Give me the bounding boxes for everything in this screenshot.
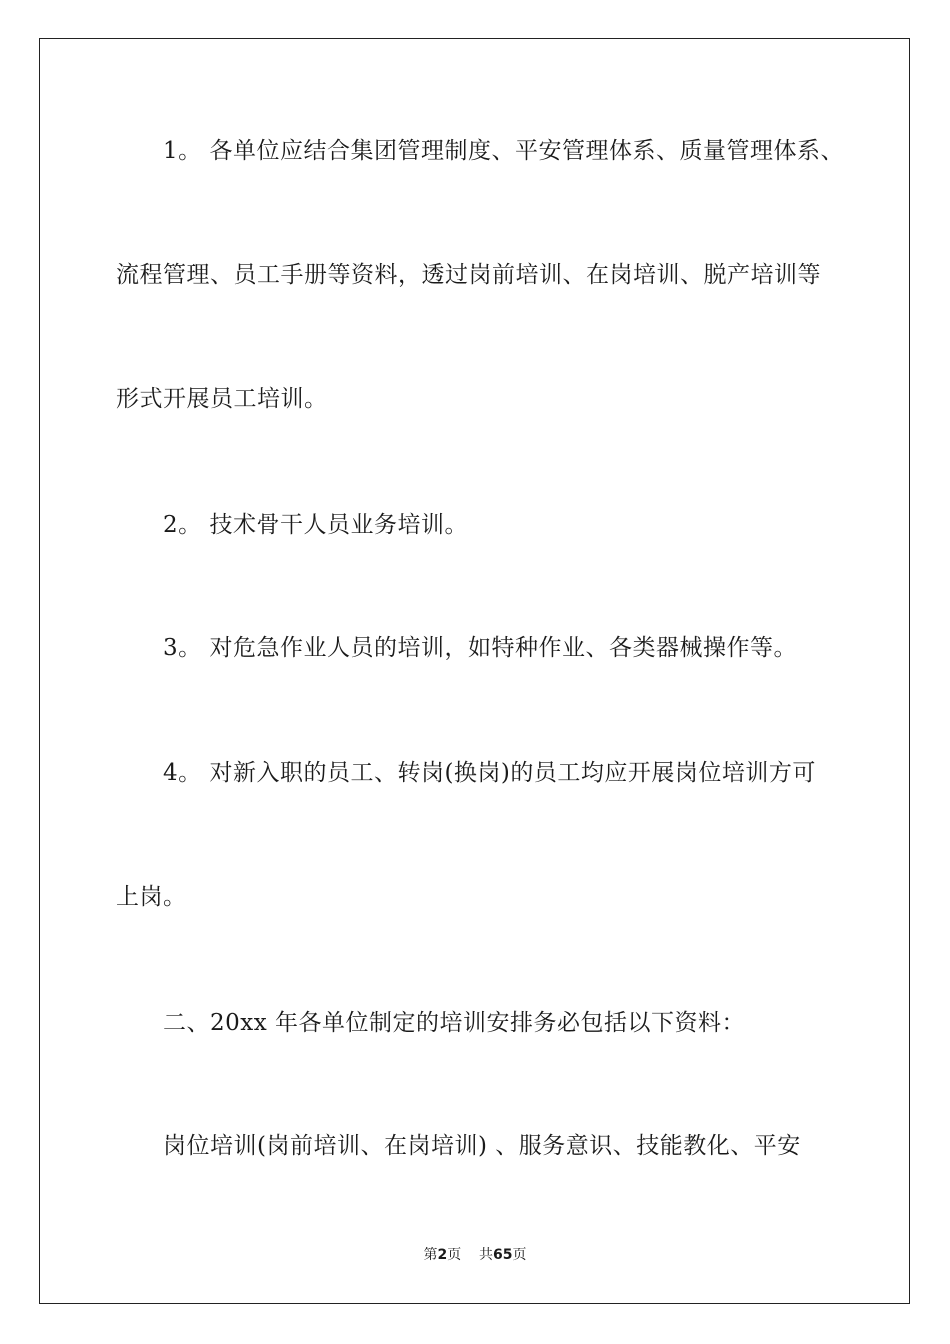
paragraph-line: 上岗。 <box>116 884 187 910</box>
paragraph-line: 3。 对危急作业人员的培训，如特种作业、各类器械操作等。 <box>163 635 797 661</box>
paragraph-line: 2。 技术骨干人员业务培训。 <box>163 512 468 538</box>
page-prefix: 第 <box>423 1247 438 1263</box>
page-border <box>39 38 910 1304</box>
paragraph-line: 流程管理、员工手册等资料，透过岗前培训、在岗培训、脱产培训等 <box>116 262 821 288</box>
total-suffix: 页 <box>512 1247 527 1263</box>
page-number: 2 <box>437 1247 448 1263</box>
total-prefix: 共 <box>479 1247 494 1263</box>
page-footer <box>0 1246 950 1264</box>
paragraph-line: 1。 各单位应结合集团管理制度、平安管理体系、质量管理体系、 <box>163 138 844 164</box>
total-pages: 65 <box>493 1247 513 1263</box>
paragraph-line: 岗位培训(岗前培训、在岗培训) 、服务意识、技能教化、平安 <box>163 1133 801 1159</box>
paragraph-line: 4。 对新入职的员工、转岗(换岗)的员工均应开展岗位培训方可 <box>163 760 816 786</box>
paragraph-line: 形式开展员工培训。 <box>116 386 328 412</box>
page-suffix: 页 <box>447 1247 462 1263</box>
paragraph-line: 二、20xx 年各单位制定的培训安排务必包括以下资料： <box>163 1010 746 1036</box>
